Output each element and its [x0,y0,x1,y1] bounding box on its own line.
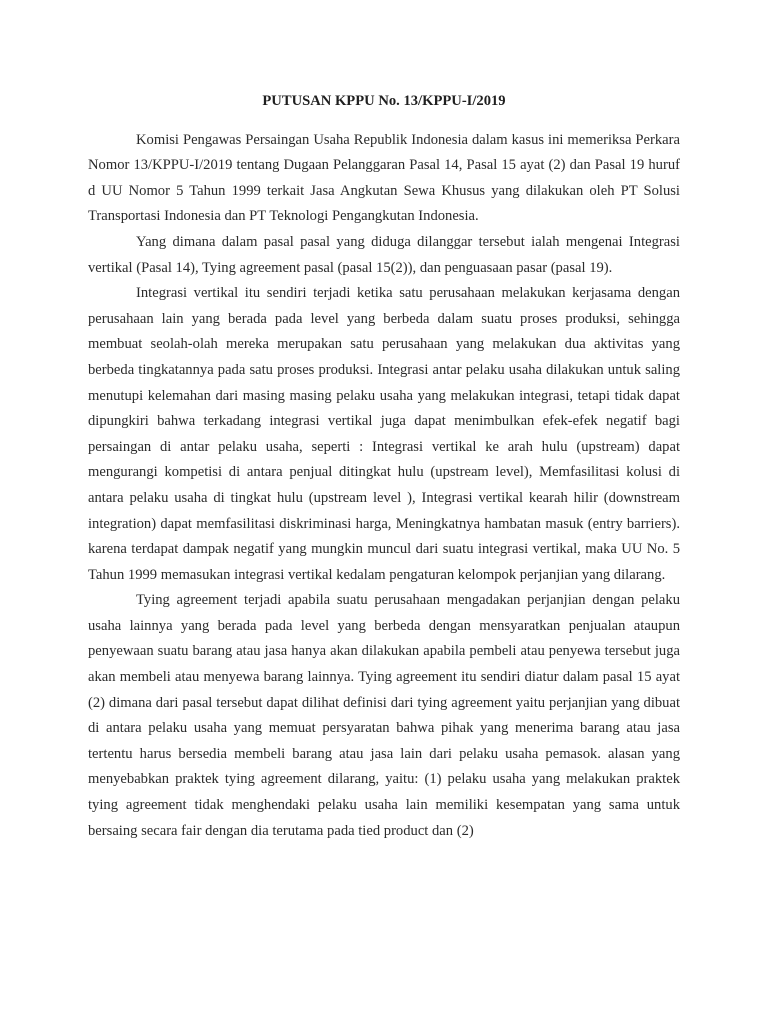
paragraph-vertical-integration: Integrasi vertikal itu sendiri terjadi ketika satu perusahaan melakukan kerjasama dengan perusahaan lain yang berada pada level yang berbeda dalam suatu proses produksi, sehingga membuat seolah-olah mereka merupakan satu perusahaan yang melakukan dua aktivitas yang berbeda tingkatannya pada satu proses produksi. Integrasi antar pelaku usaha dilakukan untuk saling menutupi kelemahan dari masing masing pelaku usaha yang melakukan integrasi, tetapi tidak dapat dipungkiri bahwa terkadang integrasi vertikal juga dapat menimbulkan efek-efek negatif bagi persaingan di antar pelaku usaha, seperti : Integrasi vertikal ke arah hulu (upstream) dapat mengurangi kompetisi di antara penjual ditingkat hulu (upstream level), Memfasilitasi kolusi di antara pelaku usaha di tingkat hulu (upstream level ), Integrasi vertikal kearah hilir (downstream integration) dapat memfasilitasi diskriminasi harga, Meningkatnya hambatan masuk (entry barriers). karena terdapat dampak negatif yang mungkin muncul dari suatu integrasi vertikal, maka UU No. 5 Tahun 1999 memasukan integrasi vertikal kedalam pengaturan kelompok perjanjian yang dilarang. [88,285,680,583]
document-title: PUTUSAN KPPU No. 13/KPPU-I/2019 [262,93,506,109]
paragraph-alleged-articles: Yang dimana dalam pasal pasal yang diduga dilanggar tersebut ialah mengenai Integrasi vertikal (Pasal 14), Tying agreement pasal (pasal 15(2)), dan penguasaan pasar (pasal 19). [88,233,680,276]
paragraph-intro: Komisi Pengawas Persaingan Usaha Republik Indonesia dalam kasus ini memeriksa Perkara Nomor 13/KPPU-I/2019 tentang Dugaan Pelanggaran Pasal 14, Pasal 15 ayat (2) dan Pasal 19 huruf d UU Nomor 5 Tahun 1999 terkait Jasa Angkutan Sewa Khusus yang dilakukan oleh PT Solusi Transportasi Indonesia dan PT Teknologi Pengangkutan Indonesia. [88,131,680,225]
document-body [88,89,680,844]
paragraph-tying-agreement: Tying agreement terjadi apabila suatu perusahaan mengadakan perjanjian dengan pelaku usaha lainnya yang berada pada level yang berbeda dengan mensyaratkan penjualan ataupun penyewaan suatu barang atau jasa hanya akan dilakukan apabila pembeli atau penyewa tersebut juga akan membeli atau menyewa barang lainnya. Tying agreement itu sendiri diatur dalam pasal 15 ayat (2) dimana dari pasal tersebut dapat dilihat definisi dari tying agreement yaitu perjanjian yang dibuat di antara pelaku usaha yang memuat persyaratan bahwa pihak yang menerima barang atau jasa tertentu harus bersedia membeli barang atau jasa lain dari pelaku usaha pemasok. alasan yang menyebabkan praktek tying agreement dilarang, yaitu: (1) pelaku usaha yang melakukan praktek tying agreement tidak menghendaki pelaku usaha lain memiliki kesempatan yang sama untuk bersaing secara fair dengan dia terutama pada tied product dan (2) [88,592,680,839]
